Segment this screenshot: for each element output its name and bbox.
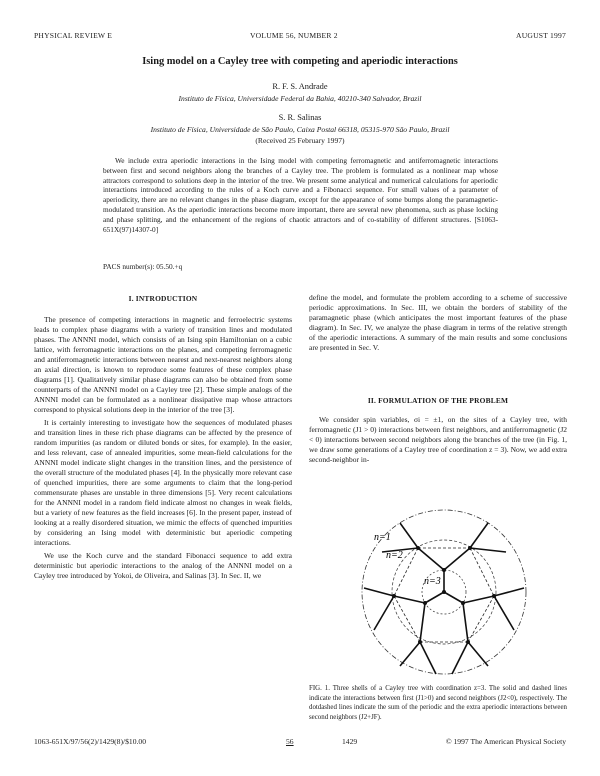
abstract: We include extra aperiodic interactions in the Ising model with competing ferromagnetic and antiferromagnetic interactions between first and second neighbors along the branches of a Cayley tree. The problem is formulated as a nonlinear map whose attractors correspond to solutions deep in the interior of the tree. We present some analytical and numerical calculations for aperiodic interactions introduced according to the rules of a Koch curve and a Fibonacci sequence. For small values of a parameter of aperiodicity, there are no relevant changes in the phase diagram, except for the appearance of some bumps along the paramagnetic-modulated transition. As the aperiodic interactions become more important, there are several new phenomena, such as phase locking and phase splitting, and the enhancement of the regions of chaotic attractors and of co-stability of different structures. [S1063-651X(97)14307-0]: [103, 156, 498, 234]
shell-label-3: n=3: [424, 576, 441, 587]
pacs-numbers: PACS number(s): 05.50.+q: [103, 262, 183, 271]
volume-number: VOLUME 56, NUMBER 2: [250, 31, 338, 40]
formulation-text: [309, 415, 567, 465]
first-neighbor-bonds: [364, 523, 524, 674]
copyright: © 1997 The American Physical Society: [445, 737, 566, 746]
affiliation-1: Instituto de Física, Universidade Federal da Bahia, 40210-340 Salvador, Brazil: [178, 94, 422, 103]
page-number: 1429: [342, 737, 358, 746]
paragraph: The presence of competing interactions in magnetic and ferroelectric systems leads to complex phase diagrams with a variety of transition lines and modulated phases. The ANNNI model, which consists of an Ising spin Hamiltonian on a cubic lattice, with ferromagnetic interactions on the planes, and competing ferromagnetic and antiferromagnetic interactions between nearest and next-nearest neighbors along an axial direction, is known to reproduce some features of these complex phase diagrams [1]. Qualitatively similar phase diagrams can also be obtained from some counterparts of the ANNNI model on a Cayley tree [2]. These simple analogs of the ANNNI model can be formulated as a nonlinear dissipative map whose attractors correspond to physical solutions deep in the interior of the tree [3].: [34, 315, 292, 414]
footer-code: 1063-651X/97/56(2)/1429(8)/$10.00: [34, 737, 146, 746]
paragraph: It is certainly interesting to investigate how the sequences of modulated phases and transition lines in these rich phase diagrams can be affected by the presence of random impurities (as random or diluted bonds or sites, for example). In the easier, and less relevant, case of annealed impurities, some mean-field calculations for the ANNNI model indicate slight changes in the transition lines, and the persistence of the overall structure of the modulated phases [4]. In the physically more relevant case of quenched impurities, there are some arguments to claim that the long-period commensurate phases are unstable in three dimensions [5]. Very recent calculations for the ANNNI model in a random field indicate almost no changes in weak fields, but a variety of new features as the field increases [6]. In the present paper, instead of looking at a really disordered situation, we mimic the effects of quenched impurities by considering an Ising model with deterministic but aperiodic competing interactions.: [34, 418, 292, 547]
paragraph: We consider spin variables, σi = ±1, on the sites of a Cayley tree, with ferromagnetic (J1 > 0) interactions between first neighbors, and antiferromagnetic (J2 < 0) interactions between second neighbors along the branches of the tree (in Fig. 1, we draw some generations of a Cayley tree of coordination z = 3). Now, we add extra second-neighbor in-: [309, 415, 567, 464]
shell-label-1: n=1: [374, 532, 391, 543]
received-date: (Received 25 February 1997): [255, 136, 345, 145]
journal-name: PHYSICAL REVIEW E: [34, 31, 113, 40]
author-1: R. F. S. Andrade: [272, 82, 328, 91]
author-2: S. R. Salinas: [278, 113, 322, 122]
figure-cayley-tree: [356, 508, 532, 678]
section-heading-formulation: II. FORMULATION OF THE PROBLEM: [367, 396, 509, 405]
left-column-text: [34, 315, 292, 581]
second-neighbor-bonds: [394, 548, 494, 642]
section-heading-introduction: I. INTRODUCTION: [128, 294, 198, 303]
right-column-text: [309, 293, 567, 353]
shell-label-2: n=2: [386, 550, 403, 561]
footer-volume: 56: [286, 737, 294, 746]
paper-title: Ising model on a Cayley tree with competing and aperiodic interactions: [142, 56, 458, 67]
paragraph: We use the Koch curve and the standard Fibonacci sequence to add extra deterministic but aperiodic interactions to the analog of the ANNNI model on a Cayley tree introduced by Yokoi, de Oliveira, and Salinas [3]. In Sec. II, we: [34, 551, 292, 580]
issue-date: AUGUST 1997: [516, 31, 566, 40]
figure-caption: FIG. 1. Three shells of a Cayley tree with coordination z=3. The solid and dashed lines indicate the interactions between first (J1>0) and second neighbors (J2<0), respectively. The dotdashed lines indicate the sum of the periodic and the extra aperiodic interactions between second neighbors (J2+JF).: [309, 685, 567, 721]
paragraph: define the model, and formulate the problem according to a scheme of successive periodic approximations. In Sec. III, we obtain the borders of stability of the paramagnetic phase (which anticipates the most important features of the phase diagram). In Sec. IV, we analyze the phase diagram in terms of the relative strength of the aperiodic interactions. A summary of the main results and some conclusions are presented in Sec. V.: [309, 293, 567, 352]
affiliation-2: Instituto de Física, Universidade de São Paulo, Caixa Postal 66318, 05315-970 São Paulo, Brazil: [150, 125, 450, 134]
